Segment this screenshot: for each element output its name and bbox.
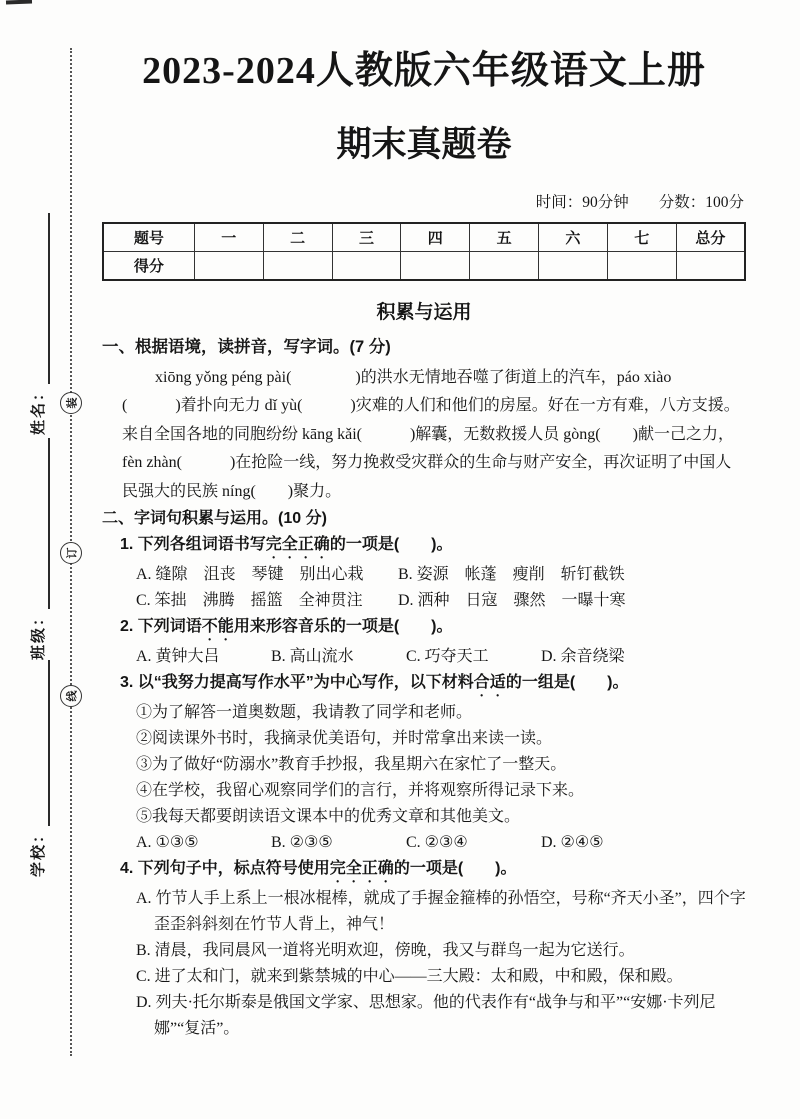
emphasized-text: 合适 (473, 674, 506, 692)
question-3-item-3: ③为了做好“防溺水”教育手抄报，我星期六在家忙了一整天。 (136, 756, 567, 774)
class-fill-line (25, 438, 53, 660)
score-empty-cell (607, 251, 676, 280)
name-fill-line (25, 213, 53, 435)
option-b: B. 高山流水 (271, 648, 354, 666)
score-empty-cell (263, 251, 332, 280)
option-c: C. 笨拙 沸腾 摇篮 全神贯注 (136, 592, 363, 610)
binding-mark-xian: 线 (60, 685, 82, 707)
score-header-cell: 六 (539, 223, 608, 252)
exam-meta (102, 192, 746, 214)
main-content (102, 0, 746, 1042)
option-d: D. ②④⑤ (541, 834, 604, 852)
school-label: 学校： (30, 825, 47, 877)
option-a: A. 黄钟大吕 (136, 648, 220, 666)
class-blank-line (25, 438, 50, 609)
score-header-cell: 一 (194, 223, 263, 252)
question-3-item-4: ④在学校，我留心观察同学们的言行，并将观察所得记录下来。 (136, 782, 585, 800)
option-text: 竹节人手上系上一根冰棍棒，就成了手握金箍棒的孙悟空，号称“齐天小圣”，四个字歪歪斜斜刻在竹节人背上，神气！ (154, 890, 746, 934)
option-b: B. ②③⑤ (271, 834, 333, 852)
question-4-option-a (102, 886, 746, 938)
question-1-options-row1 (102, 562, 746, 588)
passage-line: fèn zhàn( )在抢险一线，努力挽救受灾群众的生命与财产安全，再次证明了中国人 (122, 454, 732, 472)
binding-mark-ding: 订 (60, 542, 82, 564)
score-table-header-row (103, 223, 745, 252)
question-3-item-5: ⑤我每天都要朗读语文课本中的优秀文章和其他美文。 (136, 808, 521, 826)
time-limit: 时间：90分钟 (535, 193, 629, 211)
question-1-stem: 1. 下列各组词语书写完全正确的一项是( )。 (120, 536, 453, 554)
passage-line: 来自全国各地的同胞纷纷 kāng kǎi( )解囊，无数救援人员 gòng( )献一己之力， (122, 425, 734, 443)
question-3-stem: 3. 以“我努力提高写作水平”为中心写作，以下材料合适的一组是( )。 (120, 674, 629, 692)
pinyin-passage (102, 364, 746, 507)
option-c: C. 巧夺天工 (406, 648, 489, 666)
score-header-cell: 五 (470, 223, 539, 252)
passage-line: 民强大的民族 níng( )聚力。 (122, 482, 342, 500)
question-2-stem: 2. 下列词语不能用来形容音乐的一项是( )。 (120, 618, 453, 636)
score-header-cell: 四 (401, 223, 470, 252)
score-empty-cell (470, 251, 539, 280)
school-blank-line (25, 660, 50, 826)
scan-artifact (6, 0, 32, 4)
score-empty-cell (401, 251, 470, 280)
school-fill-line (25, 660, 53, 877)
question-4-option-b: B. 清晨，我同晨风一道将光明欢迎，傍晚，我又与群鸟一起为它送行。 (136, 942, 635, 960)
option-a: A. 缝隙 沮丧 琴键 别出心栽 (136, 566, 364, 584)
score-table (102, 222, 746, 281)
class-label: 班级： (30, 608, 47, 660)
score-row-label: 得分 (103, 251, 194, 280)
paper-title-line2: 期末真题卷 (336, 124, 512, 164)
score-header-cell: 题号 (103, 223, 194, 252)
section-title: 积累与运用 (376, 301, 472, 323)
question-3-options (102, 830, 746, 856)
question-4-option-d (102, 990, 746, 1042)
paper-title-line1: 2023-2024人教版六年级语文上册 (142, 50, 706, 92)
question-3-item-2: ②阅读课外书时，我摘录优美语句，并时常拿出来读一读。 (136, 730, 553, 748)
option-a: A. ①③⑤ (136, 834, 199, 852)
total-score: 分数：100分 (658, 193, 744, 211)
score-empty-cell (194, 251, 263, 280)
emphasized-text: 不能 (201, 618, 234, 636)
name-blank-line (25, 213, 50, 384)
score-header-cell: 三 (332, 223, 401, 252)
score-empty-cell (332, 251, 401, 280)
part2-heading: 二、字词句积累与运用。(10 分) (102, 510, 327, 528)
binding-mark-zhuang: 装 (60, 392, 82, 414)
score-header-cell: 七 (607, 223, 676, 252)
option-c: C. ②③④ (406, 834, 468, 852)
score-header-cell: 二 (263, 223, 332, 252)
option-label: D. (136, 994, 152, 1012)
score-table-score-row (103, 251, 745, 280)
score-header-cell: 总分 (676, 223, 745, 252)
emphasized-text: 完全正确 (329, 860, 394, 878)
passage-line: xiōng yǒng péng pài( )的洪水无情地吞噬了街道上的汽车，páo xiào (155, 368, 672, 386)
question-4-option-c: C. 进了太和门，就来到紫禁城的中心——三大殿：太和殿，中和殿，保和殿。 (136, 968, 683, 986)
question-3-item-1: ①为了解答一道奥数题，我请教了同学和老师。 (136, 704, 473, 722)
option-b: B. 姿源 帐蓬 瘦削 斩钉截铁 (398, 566, 625, 584)
passage-line: ( )着扑向无力 dǐ yù( )灾难的人们和他们的房屋。好在一方有难，八方支援。 (122, 397, 740, 415)
option-label: A. (136, 890, 152, 908)
emphasized-text: 完全正确 (265, 536, 330, 554)
name-label: 姓名： (30, 383, 47, 435)
option-d: D. 余音绕梁 (541, 648, 625, 666)
part1-heading: 一、根据语境，读拼音，写字词。(7 分) (102, 337, 391, 356)
question-2-options (102, 644, 746, 670)
question-4-stem: 4. 下列句子中，标点符号使用完全正确的一项是( )。 (120, 860, 517, 878)
score-empty-cell (676, 251, 745, 280)
score-empty-cell (539, 251, 608, 280)
option-text: 列夫·托尔斯泰是俄国文学家、思想家。他的代表作有“战争与和平”“安娜·卡列尼娜”“复活”。 (154, 994, 716, 1038)
question-1-options-row2 (102, 588, 746, 614)
option-d: D. 洒种 日寇 骤然 一曝十寒 (398, 592, 626, 610)
